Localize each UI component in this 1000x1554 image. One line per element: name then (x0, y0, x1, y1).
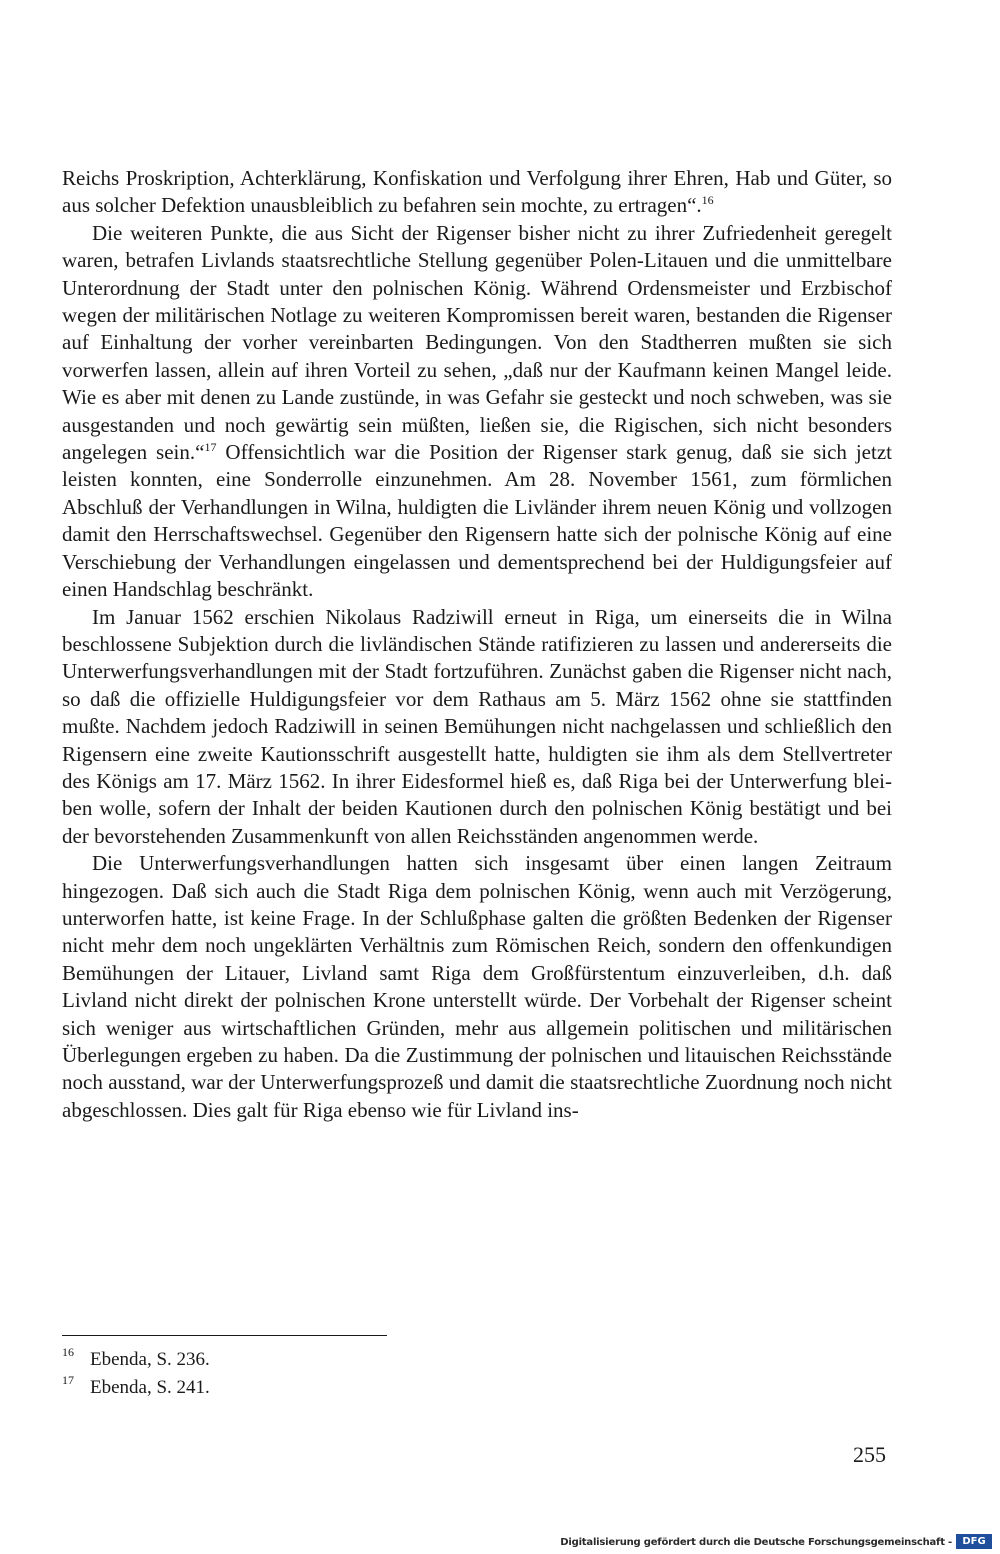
paragraph-2-text-a: Die weiteren Punkte, die aus Sicht der Rigenser bisher nicht zu ihrer Zufriedenheit geregelt waren, betrafen Livlands staatsrechtliche Stellung gegenüber Polen-Litauen und die unmittelbare Unterordnung der Stadt unter den polnischen König. Während Ordensmeister und Erzbischof wegen der militärischen Notlage zu weiteren Kompromissen bereit waren, bestanden die Rigenser auf Einhaltung der vorher vereinbarten Bedingungen. Von den Stadtherren mußten sie sich vorwerfen lassen, allein auf ihren Vorteil zu sehen, „daß nur der Kaufmann keinen Mangel leide. Wie es aber mit denen zu Lande zustünde, in was Gefahr sie gesteckt und noch schweben, was sie ausgestanden und noch gewärtig sein müßten, ließen sie, die Rigischen, sich nicht besonders angelegen sein.“ (62, 220, 892, 465)
footnote-ref-17[interactable]: 17 (204, 440, 217, 455)
digitization-note: Digitalisierung gefördert durch die Deutsche Forschungsgemeinschaft - (560, 1537, 952, 1548)
footnote-divider (62, 1335, 387, 1336)
footnote-ref-16[interactable]: 16 (701, 193, 714, 208)
footnote-text: Ebenda, S. 236. (90, 1349, 210, 1370)
body-text (62, 165, 892, 1124)
page-number: 255 (853, 1442, 886, 1467)
paragraph-4: Die Unterwerfungsverhandlungen hatten sich insgesamt über einen langen Zeitraum hingezogen. Daß sich auch die Stadt Riga dem polnischen König, wenn auch mit Verzögerung, unterworfen hatte, ist keine Frage. In der Schlußphase galten die größten Bedenken der Rigenser nicht mehr dem noch ungeklärten Verhältnis zum Römischen Reich, sondern den offenkundigen Bemühungen der Litauer, Livland samt Riga dem Großfürstentum einzuverleiben, d.h. daß Livland nicht direkt der polnischen Krone unterstellt würde. Der Vorbehalt der Rigenser scheint sich weniger aus wirtschaftlichen Gründen, mehr aus allgemein politischen und militärischen Überlegungen ergeben zu haben. Da die Zustimmung der polnischen und litauischen Reichsstände noch ausstand, war der Unterwerfungsprozeß und damit die staatsrechtliche Zuordnung noch nicht abgeschlossen. Dies galt für Riga ebenso wie für Livland ins- (62, 851, 892, 1122)
footnote-number: 16 (62, 1345, 74, 1359)
paragraph-2-text-b: Offensichtlich war die Position der Rigenser stark genug, daß sie sich jetzt leisten konnten, eine Sonderrolle einzunehmen. Am 28. November 1561, zum förmlichen Abschluß der Verhandlungen in Wilna, huldigten die Livländer ihrem neuen König und vollzogen damit den Herrschaftswechsel. Gegenüber den Rigensern hatte sich der polnische König auf eine Verschiebung der Verhandlungen eingelassen und dementsprechend bei der Huldigungsfeier auf einen Handschlag beschränkt. (62, 440, 892, 602)
footnotes (62, 1346, 562, 1402)
footnote-17 (62, 1374, 562, 1402)
paragraph-2 (62, 220, 892, 604)
paragraph-1-text: Reichs Proskription, Achterklärung, Konfiskation und Verfolgung ihrer Ehren, Hab und Güter, so aus solcher Defektion unausbleiblich zu befahren sein mochte, zu ertragen“. (62, 166, 892, 218)
dfg-logo-icon: DFG (956, 1534, 992, 1549)
footnote-text: Ebenda, S. 241. (90, 1377, 210, 1398)
paragraph-1 (62, 165, 892, 220)
footnote-16 (62, 1346, 562, 1374)
paragraph-3: Im Januar 1562 erschien Nikolaus Radziwill erneut in Riga, um einerseits die in Wilna beschlossene Subjektion durch die livländischen Stände ratifizieren zu lassen und andererseits die Unterwerfungsverhandlungen mit der Stadt fortzuführen. Zunächst gaben die Rigenser nicht nach, so daß die offizielle Huldigungsfeier vor dem Rathaus am 5. März 1562 ohne sie stattfinden mußte. Nachdem jedoch Radziwill in seinen Bemühungen nicht nachgelassen und schließlich den Rigensern eine zweite Kautionsschrift ausgestellt hatte, huldigten sie ihm als dem Stellvertreter des Königs am 17. März 1562. In ihrer Eidesformel hieß es, daß Riga bei der Unterwerfung bleiben wolle, sofern der Inhalt der beiden Kautionen durch den polnischen König bestätigt und bei der bevorstehenden Zusammenkunft von allen Reichsständen angenommen werde. (62, 604, 892, 848)
footnote-number: 17 (62, 1373, 74, 1387)
